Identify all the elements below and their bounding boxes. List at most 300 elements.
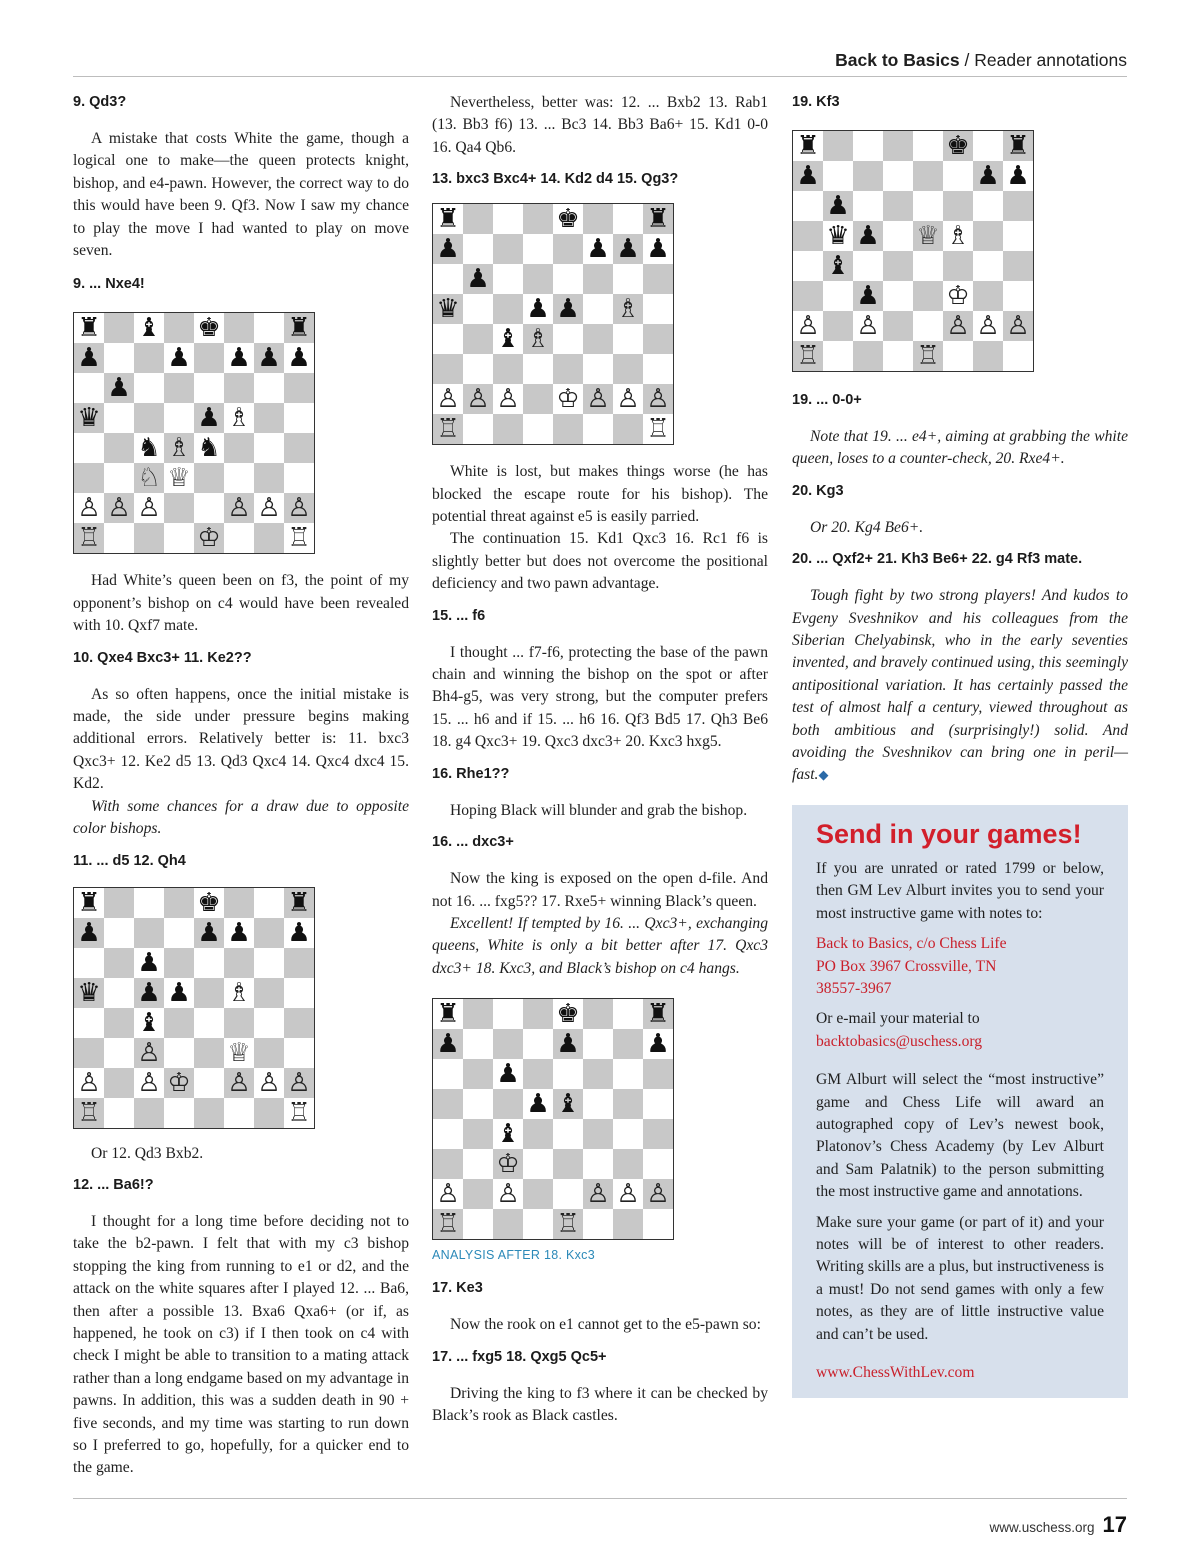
annotation-note: Or 20. Kg4 Be6+. xyxy=(810,518,924,536)
black-pawn-icon: ♟ xyxy=(1006,161,1030,191)
board-square xyxy=(74,373,104,403)
white-rook-icon: ♖ xyxy=(433,414,463,444)
diagram-caption: ANALYSIS AFTER 18. Kxc3 xyxy=(432,1248,595,1263)
board-square xyxy=(493,234,523,264)
annotation-paragraph: I thought ... f7-f6, protecting the base of the pawn chain and winning the bishop on the spot or after Bh4-g5, was very strong, but the computer prefers 15. ... h6 and if 15. ... h6 16. Qf3 Bd5 17. Qh3 Be6 18. g4 Qxc3+ 19. Qxc3 dxc3+ 20. Kxc3 hxg5. xyxy=(432,643,768,751)
black-king-icon: ♚ xyxy=(197,887,221,918)
board-square xyxy=(853,251,883,281)
board-square xyxy=(823,311,853,341)
board-square xyxy=(254,1098,284,1128)
board-square xyxy=(943,251,973,281)
board-square xyxy=(613,264,643,294)
board-square xyxy=(104,918,134,948)
email-link[interactable]: backtobasics@uschess.org xyxy=(816,1032,983,1050)
black-king-icon: ♚ xyxy=(943,131,973,161)
black-bishop-icon: ♝ xyxy=(553,1089,583,1119)
board-square xyxy=(463,204,493,234)
send-games-box xyxy=(792,805,1128,1399)
chess-diagram xyxy=(432,998,674,1240)
annotation-paragraph: Had White’s queen been on f3, the point of my opponent’s bishop on c4 would have been revealed with 10. Qxf7 mate. xyxy=(73,572,409,635)
board-square xyxy=(104,403,134,433)
board-square xyxy=(493,264,523,294)
white-rook-icon: ♖ xyxy=(74,1098,104,1128)
black-pawn-icon: ♟ xyxy=(526,1089,550,1120)
annotation-paragraph: Hoping Black will blunder and grab the bishop. xyxy=(450,801,748,819)
black-pawn-icon: ♟ xyxy=(793,161,823,191)
board-square xyxy=(104,888,134,918)
white-queen-icon: ♕ xyxy=(913,221,943,251)
black-queen-icon: ♛ xyxy=(433,294,463,324)
board-square xyxy=(164,918,194,948)
black-pawn-icon: ♟ xyxy=(167,343,191,374)
board-square xyxy=(134,523,164,553)
black-pawn-icon: ♟ xyxy=(167,977,191,1008)
white-queen-icon: ♕ xyxy=(227,1037,251,1068)
white-king-icon: ♔ xyxy=(164,1068,194,1098)
conclusion-text: Tough fight by two strong players! And kudos to Evgeny Sveshnikov and his colleagues from the Siberian Chelyabinsk, who in the early seventies invented, and bravely continued using, this seemingly antipositional variation. It has certainly passed the test of almost half a century, viewed throughout as both ambitious and (surprisingly!) solid. And avoiding the Sveshnikov can bring one in peril—fast. xyxy=(792,587,1128,784)
black-pawn-icon: ♟ xyxy=(646,1029,670,1060)
white-bishop-icon: ♗ xyxy=(946,221,970,251)
board-square xyxy=(1003,281,1033,311)
move-heading: 9. ... Nxe4! xyxy=(73,276,145,293)
black-pawn-icon: ♟ xyxy=(973,161,1003,191)
black-rook-icon: ♜ xyxy=(77,313,101,344)
board-square xyxy=(493,1029,523,1059)
board-square xyxy=(74,1008,104,1038)
black-pawn-icon: ♟ xyxy=(74,918,104,948)
board-square xyxy=(583,294,613,324)
annotation-paragraph: Driving the king to f3 where it can be checked by Black’s rook as Black castles. xyxy=(432,1384,768,1424)
board-square xyxy=(523,354,553,384)
board-square xyxy=(463,1179,493,1209)
black-queen-icon: ♛ xyxy=(74,403,104,433)
black-bishop-icon: ♝ xyxy=(496,1119,520,1150)
board-square xyxy=(943,161,973,191)
white-king-icon: ♔ xyxy=(194,523,224,553)
white-pawn-icon: ♙ xyxy=(583,384,613,414)
board-square xyxy=(224,1098,254,1128)
board-square xyxy=(463,999,493,1029)
white-pawn-icon: ♙ xyxy=(77,493,101,524)
board-square xyxy=(913,161,943,191)
board-square xyxy=(134,888,164,918)
board-square xyxy=(104,1098,134,1128)
board-square xyxy=(104,948,134,978)
board-square xyxy=(643,1149,673,1179)
board-square xyxy=(613,999,643,1029)
board-square xyxy=(583,264,613,294)
white-rook-icon: ♖ xyxy=(913,341,943,371)
board-square xyxy=(433,324,463,354)
white-queen-icon: ♕ xyxy=(167,463,191,494)
board-square xyxy=(433,1089,463,1119)
chess-diagram xyxy=(792,130,1034,372)
board-square xyxy=(104,1038,134,1068)
board-square xyxy=(523,264,553,294)
board-square xyxy=(104,463,134,493)
board-square xyxy=(613,204,643,234)
black-pawn-icon: ♟ xyxy=(496,1059,520,1090)
board-square xyxy=(433,1119,463,1149)
black-rook-icon: ♜ xyxy=(284,313,314,343)
white-pawn-icon: ♙ xyxy=(463,384,493,414)
board-square xyxy=(523,1209,553,1239)
box-intro: If you are unrated or rated 1799 or below, then GM Lev Alburt invites you to send your most instructive game with notes to: xyxy=(816,859,1104,922)
column-2 xyxy=(432,92,768,1427)
black-rook-icon: ♜ xyxy=(436,999,460,1030)
white-bishop-icon: ♗ xyxy=(613,294,643,324)
board-square xyxy=(553,264,583,294)
board-square xyxy=(134,373,164,403)
board-square xyxy=(224,523,254,553)
board-square xyxy=(1003,191,1033,221)
board-square xyxy=(194,463,224,493)
board-square xyxy=(134,403,164,433)
chess-diagram xyxy=(73,887,315,1129)
white-bishop-icon: ♗ xyxy=(523,324,553,354)
white-pawn-icon: ♙ xyxy=(796,311,820,341)
chess-diagram xyxy=(432,203,674,445)
white-pawn-icon: ♙ xyxy=(856,311,880,341)
subsection-title: Reader annotations xyxy=(974,50,1127,70)
board-square xyxy=(493,1089,523,1119)
board-square xyxy=(583,1209,613,1239)
board-square xyxy=(194,1038,224,1068)
board-square xyxy=(254,313,284,343)
move-heading: 12. ... Ba6!? xyxy=(73,1176,154,1193)
black-queen-icon: ♛ xyxy=(74,978,104,1008)
board-square xyxy=(613,1059,643,1089)
board-square xyxy=(224,313,254,343)
board-square xyxy=(104,343,134,373)
board-square xyxy=(583,414,613,444)
board-square xyxy=(194,493,224,523)
board-square xyxy=(913,281,943,311)
email-intro: Or e-mail your material to xyxy=(816,1010,980,1028)
board-square xyxy=(463,1119,493,1149)
board-square xyxy=(553,1119,583,1149)
board-square xyxy=(493,204,523,234)
board-square xyxy=(284,1008,314,1038)
annotation-paragraph: The continuation 15. Kd1 Qxc3 16. Rc1 f6 is slightly better but does not overcome the positional deficiency and two pawn advantage. xyxy=(432,530,768,593)
board-square xyxy=(254,978,284,1008)
board-square xyxy=(883,131,913,161)
board-square xyxy=(523,1119,553,1149)
board-square xyxy=(104,978,134,1008)
board-square xyxy=(284,433,314,463)
move-heading: 15. ... f6 xyxy=(432,607,486,624)
white-rook-icon: ♖ xyxy=(74,523,104,553)
black-pawn-icon: ♟ xyxy=(287,343,311,374)
black-pawn-icon: ♟ xyxy=(433,1029,463,1059)
black-rook-icon: ♜ xyxy=(436,204,460,235)
board-square xyxy=(643,1089,673,1119)
board-square xyxy=(194,1068,224,1098)
black-rook-icon: ♜ xyxy=(643,204,673,234)
board-square xyxy=(224,373,254,403)
board-square xyxy=(943,341,973,371)
black-pawn-icon: ♟ xyxy=(853,221,883,251)
board-square xyxy=(973,281,1003,311)
black-pawn-icon: ♟ xyxy=(227,917,251,948)
white-pawn-icon: ♙ xyxy=(643,384,673,414)
board-square xyxy=(823,131,853,161)
white-pawn-icon: ♙ xyxy=(583,1179,613,1209)
white-bishop-icon: ♗ xyxy=(164,433,194,463)
white-pawn-icon: ♙ xyxy=(137,1067,161,1098)
board-square xyxy=(463,324,493,354)
white-king-icon: ♔ xyxy=(493,1149,523,1179)
board-square xyxy=(973,251,1003,281)
board-square xyxy=(134,1098,164,1128)
header-slash: / xyxy=(959,50,975,70)
white-pawn-icon: ♙ xyxy=(943,311,973,341)
white-rook-icon: ♖ xyxy=(793,341,823,371)
address-line: Back to Basics, c/o Chess Life xyxy=(816,935,1007,953)
white-bishop-icon: ♗ xyxy=(227,403,251,434)
board-square xyxy=(254,463,284,493)
board-square xyxy=(913,191,943,221)
move-heading: 17. ... fxg5 18. Qxg5 Qc5+ xyxy=(432,1348,607,1365)
black-pawn-icon: ♟ xyxy=(553,294,583,324)
annotation-paragraph: Or 12. Qd3 Bxb2. xyxy=(91,1144,204,1162)
board-square xyxy=(194,1098,224,1128)
board-square xyxy=(284,978,314,1008)
board-square xyxy=(613,1149,643,1179)
black-queen-icon: ♛ xyxy=(826,221,850,251)
board-square xyxy=(74,1038,104,1068)
website-link[interactable]: www.ChessWithLev.com xyxy=(816,1364,975,1381)
board-square xyxy=(463,354,493,384)
black-rook-icon: ♜ xyxy=(77,887,101,918)
board-square xyxy=(583,204,613,234)
annotation-paragraph: I thought for a long time before deciding not to take the b2-pawn. I felt that with my c3 bishop stopping the king from running to e1 or d2, and the attack on the white squares after I played 12. ... Ba6, then after a possible 13. Bxa6 Qxa6+ (or if, as happened, he took on c3) if I then took on c4 with check I might be able to transition to a mating attack rather than a long endgame based on my advantage in pawns. In addition, this was a sudden death in 90 + five seconds, and my time was starting to run down so I preferred to go, hopefully, for a quicker end to the game. xyxy=(73,1212,409,1477)
move-heading: 17. Ke3 xyxy=(432,1280,483,1297)
board-square xyxy=(913,131,943,161)
board-square xyxy=(883,251,913,281)
board-square xyxy=(613,1209,643,1239)
white-king-icon: ♔ xyxy=(946,281,970,311)
board-square xyxy=(433,1059,463,1089)
board-square xyxy=(523,414,553,444)
board-square xyxy=(284,948,314,978)
move-heading: 20. ... Qxf2+ 21. Kh3 Be6+ 22. g4 Rf3 mate. xyxy=(792,551,1083,568)
board-square xyxy=(433,264,463,294)
move-heading: 16. Rhe1?? xyxy=(432,765,510,782)
board-square xyxy=(883,221,913,251)
board-square xyxy=(284,463,314,493)
white-pawn-icon: ♙ xyxy=(496,384,520,415)
board-square xyxy=(973,191,1003,221)
board-square xyxy=(134,343,164,373)
black-pawn-icon: ♟ xyxy=(137,947,161,978)
black-pawn-icon: ♟ xyxy=(227,343,251,374)
board-square xyxy=(463,1059,493,1089)
annotation-note xyxy=(792,585,1128,787)
white-pawn-icon: ♙ xyxy=(643,1179,673,1209)
board-square xyxy=(913,311,943,341)
board-square xyxy=(643,1119,673,1149)
board-square xyxy=(523,234,553,264)
board-square xyxy=(613,324,643,354)
board-square xyxy=(613,414,643,444)
board-square xyxy=(883,281,913,311)
annotation-paragraph: A mistake that costs White the game, though a logical one to make—the queen protects knight, bishop, and e4-pawn. However, the correct way to do this would have been 9. Qf3. Now I saw my chance to play the move I had wanted to play on move seven. xyxy=(73,130,409,260)
board-square xyxy=(523,1149,553,1179)
board-square xyxy=(164,373,194,403)
board-square xyxy=(134,918,164,948)
white-pawn-icon: ♙ xyxy=(104,493,134,523)
board-square xyxy=(463,414,493,444)
board-square xyxy=(853,131,883,161)
black-rook-icon: ♜ xyxy=(1003,131,1033,161)
annotation-note: Excellent! If tempted by 16. ... Qxc3+, exchanging queens, White is only a bit better after 17. Qxc3 dxc3+ 18. Kxc3, and Black’s bishop on c4 hangs. xyxy=(432,914,768,977)
white-pawn-icon: ♙ xyxy=(134,1038,164,1068)
board-square xyxy=(254,433,284,463)
board-square xyxy=(493,354,523,384)
annotation-paragraph: As so often happens, once the initial mistake is made, the side under pressure begins making additional errors. Relatively better is: 11. bxc3 Qxc3+ 12. Ke2 d5 13. Qd3 Qxc4 14. Qxc4 dxc4 15. Kd2. xyxy=(73,685,409,793)
board-square xyxy=(523,999,553,1029)
white-pawn-icon: ♙ xyxy=(284,493,314,523)
black-rook-icon: ♜ xyxy=(643,999,673,1029)
board-square xyxy=(164,888,194,918)
black-pawn-icon: ♟ xyxy=(194,403,224,433)
board-square xyxy=(164,403,194,433)
board-square xyxy=(583,1119,613,1149)
board-square xyxy=(583,354,613,384)
board-square xyxy=(643,1209,673,1239)
board-square xyxy=(553,354,583,384)
black-bishop-icon: ♝ xyxy=(823,251,853,281)
address-line: 38557-3967 xyxy=(816,979,892,997)
board-square xyxy=(74,463,104,493)
board-square xyxy=(793,221,823,251)
board-square xyxy=(583,1029,613,1059)
board-square xyxy=(224,888,254,918)
board-square xyxy=(553,1059,583,1089)
board-square xyxy=(853,191,883,221)
board-square xyxy=(284,373,314,403)
board-square xyxy=(224,433,254,463)
board-square xyxy=(433,1149,463,1179)
board-square xyxy=(164,1008,194,1038)
black-pawn-icon: ♟ xyxy=(823,191,853,221)
board-square xyxy=(793,191,823,221)
move-heading: 19. ... 0-0+ xyxy=(792,392,862,408)
move-heading: 20. Kg3 xyxy=(792,482,844,499)
white-pawn-icon: ♙ xyxy=(257,1067,281,1098)
annotation-note: With some chances for a draw due to opposite color bishops. xyxy=(73,797,409,838)
board-square xyxy=(1003,341,1033,371)
board-square xyxy=(823,341,853,371)
board-square xyxy=(613,1029,643,1059)
board-square xyxy=(254,888,284,918)
move-heading: 19. Kf3 xyxy=(792,94,840,110)
move-heading: 13. bxc3 Bxc4+ 14. Kd2 d4 15. Qg3? xyxy=(432,171,679,188)
black-pawn-icon: ♟ xyxy=(104,373,134,403)
move-heading: 9. Qd3? xyxy=(73,94,127,110)
board-square xyxy=(913,251,943,281)
black-pawn-icon: ♟ xyxy=(287,917,311,948)
white-pawn-icon: ♙ xyxy=(257,493,281,524)
board-square xyxy=(493,999,523,1029)
board-square xyxy=(104,1068,134,1098)
board-square xyxy=(583,1059,613,1089)
board-square xyxy=(254,523,284,553)
board-square xyxy=(164,313,194,343)
white-knight-icon: ♘ xyxy=(134,463,164,493)
board-square xyxy=(523,1059,553,1089)
board-square xyxy=(883,191,913,221)
board-square xyxy=(164,523,194,553)
white-pawn-icon: ♙ xyxy=(284,1068,314,1098)
annotation-paragraph: Now the king is exposed on the open d-file. And not 16. ... fxg5?? 17. Rxe5+ winning Black’s queen. xyxy=(432,870,768,910)
board-square xyxy=(164,1098,194,1128)
annotation-paragraph: Nevertheless, better was: 12. ... Bxb2 13. Rab1 (13. Bb3 f6) 13. ... Bc3 14. Bb3 Ba6+ 15. Kd1 0-0 16. Qa4 Qb6. xyxy=(432,94,768,156)
board-square xyxy=(853,341,883,371)
box-award: GM Alburt will select the “most instructive” game and Chess Life will award an autographed copy of Lev’s newest book, Platonov’s Chess Academy (by Lev Alburt and Sam Palatnik) to the person submitting the most instructive game and annotations. xyxy=(816,1071,1104,1201)
black-knight-icon: ♞ xyxy=(137,433,161,464)
column-1 xyxy=(73,92,409,1480)
board-square xyxy=(853,161,883,191)
board-square xyxy=(463,1029,493,1059)
white-pawn-icon: ♙ xyxy=(436,1179,460,1210)
board-square xyxy=(194,978,224,1008)
board-square xyxy=(583,1149,613,1179)
white-rook-icon: ♖ xyxy=(553,1209,583,1239)
board-square xyxy=(613,354,643,384)
chess-diagram xyxy=(73,312,315,554)
white-pawn-icon: ♙ xyxy=(137,493,161,524)
board-square xyxy=(883,341,913,371)
board-square xyxy=(284,403,314,433)
board-square xyxy=(463,1089,493,1119)
black-king-icon: ♚ xyxy=(556,204,580,235)
black-king-icon: ♚ xyxy=(197,313,221,344)
board-square xyxy=(943,191,973,221)
board-square xyxy=(523,1179,553,1209)
board-square xyxy=(284,1038,314,1068)
white-pawn-icon: ♙ xyxy=(436,384,460,415)
board-square xyxy=(194,948,224,978)
white-rook-icon: ♖ xyxy=(287,1097,311,1128)
header-rule xyxy=(73,76,1127,77)
board-square xyxy=(254,1008,284,1038)
board-square xyxy=(194,343,224,373)
board-square xyxy=(823,161,853,191)
board-square xyxy=(463,234,493,264)
board-square xyxy=(74,948,104,978)
board-square xyxy=(613,1089,643,1119)
annotation-paragraph: White is lost, but makes things worse (he has blocked the escape route for his bishop). The potential threat against e5 is easily parried. xyxy=(432,463,768,526)
section-title: Back to Basics xyxy=(835,50,960,70)
board-square xyxy=(254,403,284,433)
board-square xyxy=(493,1209,523,1239)
running-header xyxy=(835,50,1127,71)
page-number: 17 xyxy=(1102,1512,1127,1537)
white-pawn-icon: ♙ xyxy=(77,1067,101,1098)
white-rook-icon: ♖ xyxy=(287,523,311,554)
black-pawn-icon: ♟ xyxy=(194,918,224,948)
board-square xyxy=(104,1008,134,1038)
white-pawn-icon: ♙ xyxy=(976,311,1000,341)
board-square xyxy=(583,999,613,1029)
black-pawn-icon: ♟ xyxy=(526,294,550,325)
white-pawn-icon: ♙ xyxy=(616,1179,640,1210)
black-pawn-icon: ♟ xyxy=(853,281,883,311)
annotation-note: Note that 19. ... e4+, aiming at grabbing the white queen, loses to a counter-check, 20. Rxe4+. xyxy=(792,428,1128,468)
board-square xyxy=(523,384,553,414)
